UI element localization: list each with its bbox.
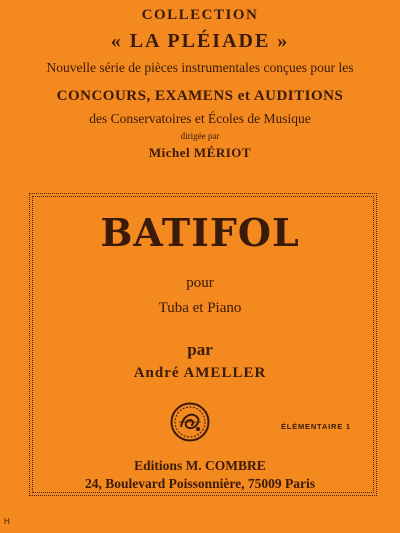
publisher-address: 24, Boulevard Poissonnière, 75009 Paris bbox=[84, 476, 315, 491]
collection-name: « LA PLÉIADE » bbox=[110, 30, 290, 52]
collection-director: Michel MÉRIOT bbox=[148, 145, 252, 160]
catalog-mark: H bbox=[4, 517, 10, 526]
difficulty-level: ÉLÉMENTAIRE 1 bbox=[281, 422, 351, 431]
work-par: par bbox=[187, 340, 213, 359]
collection-purpose: CONCOURS, EXAMENS et AUDITIONS bbox=[56, 88, 344, 104]
work-pour: pour bbox=[186, 275, 214, 291]
collection-description: Nouvelle série de pièces instrumentales conçues pour les bbox=[46, 60, 354, 75]
collection-label: COLLECTION bbox=[141, 7, 259, 23]
collection-directed-by: dirigée par bbox=[180, 131, 220, 141]
work-instruments: Tuba et Piano bbox=[158, 300, 242, 316]
work-composer: André AMELLER bbox=[133, 365, 267, 381]
publisher-emblem-icon bbox=[170, 402, 210, 442]
work-title: BATIFOL bbox=[100, 210, 300, 255]
collection-institutions: des Conservatoires et Écoles de Musique bbox=[89, 111, 311, 126]
publisher-name: Editions M. COMBRE bbox=[134, 458, 266, 473]
